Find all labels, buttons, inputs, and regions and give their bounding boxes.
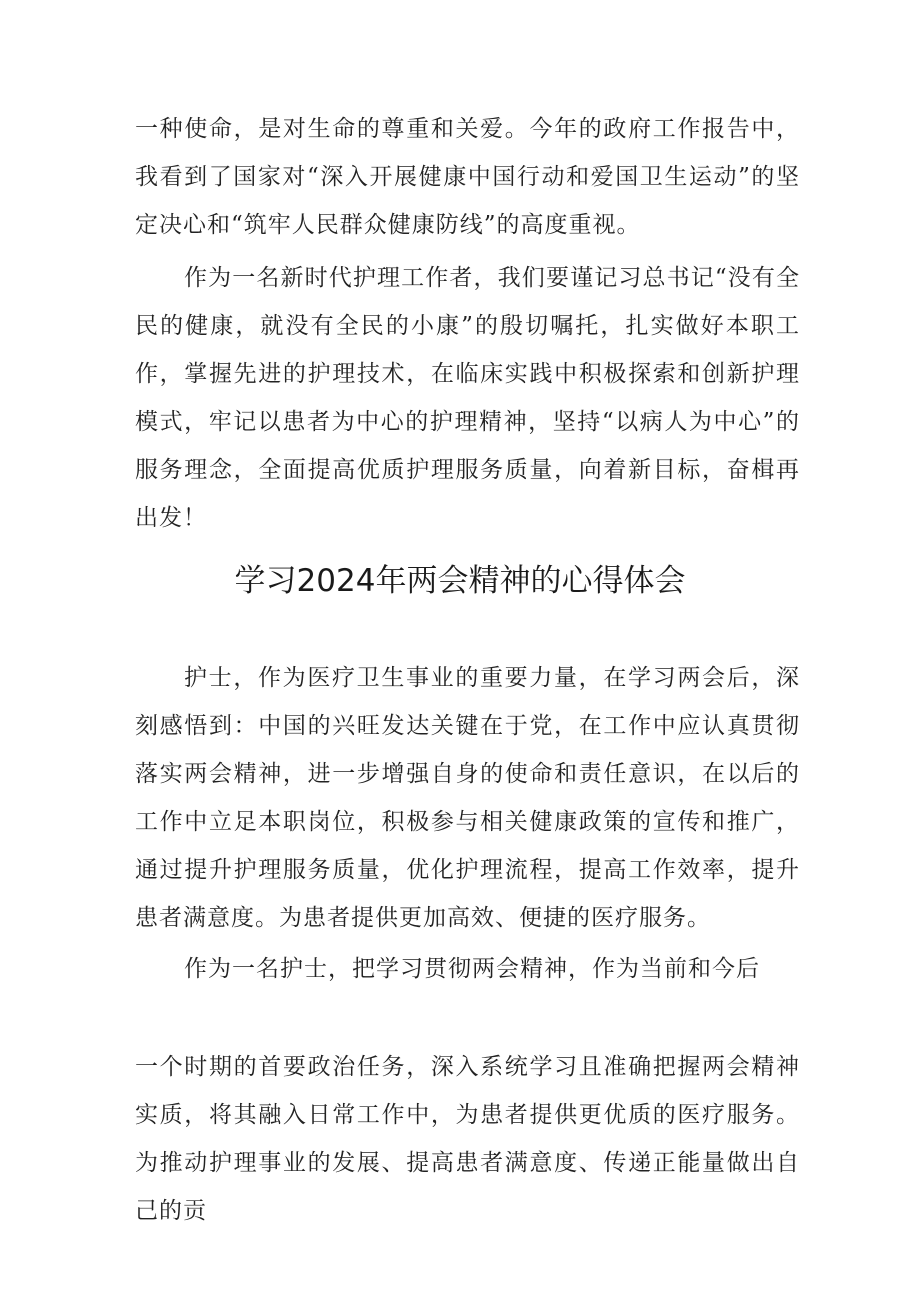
paragraph-as-nurse: 作为一名护士，把学习贯彻两会精神，作为当前和今后 bbox=[184, 956, 760, 982]
page-title: 学习2024年两会精神的心得体会 bbox=[234, 563, 686, 599]
paragraph-political-task: 一个时期的首要政治任务，深入系统学习且准确把握两会精神实质，将其融入日常工作中，为患者提供更优质的医疗服务。为推动护理事业的发展、提高患者满意度、传递正能量做出自己的贡 bbox=[135, 1054, 800, 1224]
paragraph-mission: 一种使命，是对生命的尊重和关爱。今年的政府工作报告中，我看到了国家对“深入开展健康中国行动和爱国卫生运动”的坚定决心和“筑牢人民群众健康防线”的高度重视。 bbox=[135, 116, 800, 238]
paragraph-nursing-worker: 作为一名新时代护理工作者，我们要谨记习总书记“没有全民的健康，就没有全民的小康”的殷切嘱托，扎实做好本职工作，掌握先进的护理技术，在临床实践中积极探索和创新护理模式，牢记以患者为中心的护理精神，坚持“以病人为中心”的服务理念，全面提高优质护理服务质量，向着新目标，奋楫再出发！ bbox=[135, 265, 800, 531]
paragraph-nurse-reflection: 护士，作为医疗卫生事业的重要力量，在学习两会后，深刻感悟到：中国的兴旺发达关键在于党，在工作中应认真贯彻落实两会精神，进一步增强自身的使命和责任意识，在以后的工作中立足本职岗位，积极参与相关健康政策的宣传和推广，通过提升护理服务质量，优化护理流程，提高工作效率，提升患者满意度。为患者提供更加高效、便捷的医疗服务。 bbox=[135, 665, 800, 931]
